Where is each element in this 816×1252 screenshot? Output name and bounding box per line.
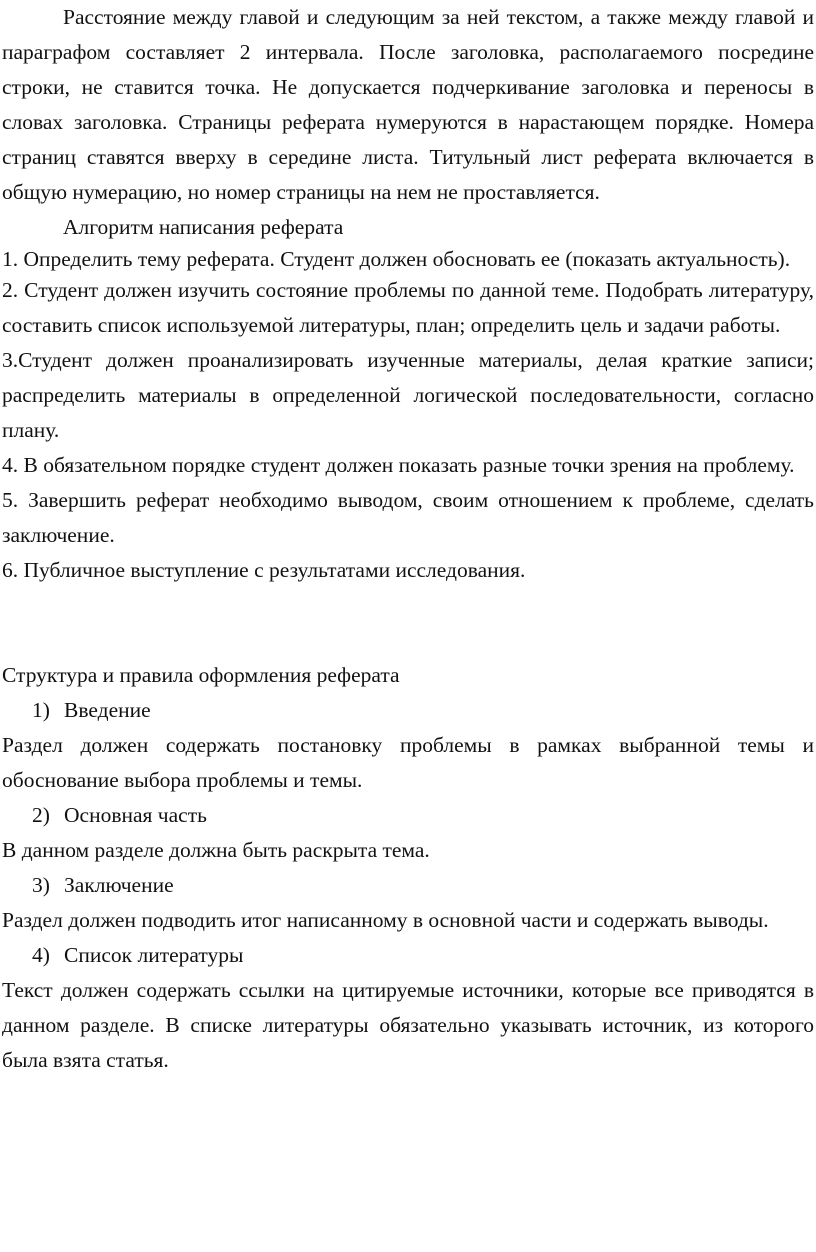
- algorithm-step-5: 5. Завершить реферат необходимо выводом, своим отношением к проблеме, сделать заключение.: [2, 488, 814, 547]
- structure-item-conclusion: [2, 868, 814, 903]
- structure-item-main-part: [2, 798, 814, 833]
- algorithm-step-2: 2. Студент должен изучить состояние проблемы по данной теме. Подобрать литературу, составить список используемой литературы, план; определить цель и задачи работы.: [2, 278, 814, 337]
- intro-paragraph: Расстояние между главой и следующим за ней текстом, а также между главой и параграфом составляет 2 интервала. После заголовка, располагаемого посредине строки, не ставится точка. Не допускается подчеркивание заголовка и переносы в словах заголовка. Страницы реферата нумеруются в нарастающем порядке. Номера страниц ставятся вверху в середине листа. Титульный лист реферата включается в общую нумерацию, но номер страницы на нем не проставляется.: [2, 5, 814, 204]
- structure-item-heading: Список литературы: [64, 943, 244, 967]
- structure-item-text: В данном разделе должна быть раскрыта тема.: [2, 838, 430, 862]
- structure-item-number: 4): [32, 943, 50, 967]
- structure-item-text: Раздел должен содержать постановку проблемы в рамках выбранной темы и обоснование выбора проблемы и темы.: [2, 733, 814, 792]
- structure-item-heading: Введение: [64, 698, 151, 722]
- structure-title: Структура и правила оформления реферата: [2, 663, 400, 687]
- algorithm-step-4: 4. В обязательном порядке студент должен показать разные точки зрения на проблему.: [2, 453, 795, 477]
- structure-item-references: [2, 938, 814, 973]
- structure-item-introduction: [2, 693, 814, 728]
- algorithm-step-1: 1. Определить тему реферата. Студент должен обосновать ее (показать актуальность).: [2, 247, 791, 271]
- section-spacer: [2, 588, 814, 658]
- structure-item-number: 2): [32, 803, 50, 827]
- algorithm-step-3: 3.Студент должен проанализировать изученные материалы, делая краткие записи; распределить материалы в определенной логической последовательности, согласно плану.: [2, 348, 814, 442]
- structure-item-number: 1): [32, 698, 50, 722]
- structure-item-text: Раздел должен подводить итог написанному в основной части и содержать выводы.: [2, 908, 769, 932]
- structure-item-heading: Основная часть: [64, 803, 207, 827]
- structure-item-number: 3): [32, 873, 50, 897]
- algorithm-step-6: 6. Публичное выступление с результатами исследования.: [2, 558, 526, 582]
- algorithm-title: Алгоритм написания реферата: [63, 215, 344, 239]
- structure-item-heading: Заключение: [64, 873, 174, 897]
- structure-item-text: Текст должен содержать ссылки на цитируемые источники, которые все приводятся в данном разделе. В списке литературы обязательно указывать источник, из которого была взята статья.: [2, 978, 814, 1072]
